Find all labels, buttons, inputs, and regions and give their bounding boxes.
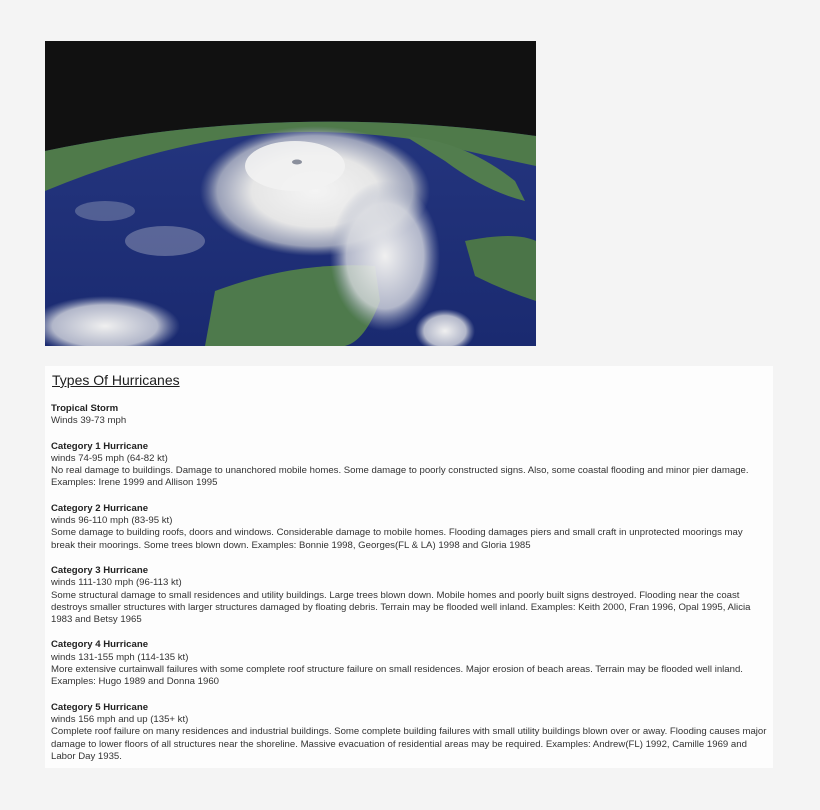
section-tropical-storm xyxy=(51,403,767,428)
article-title: Types Of Hurricanes xyxy=(52,372,180,388)
section-category-1 xyxy=(51,441,767,490)
section-heading: Category 1 Hurricane xyxy=(51,440,149,452)
section-winds: Winds 39-73 mph xyxy=(51,415,127,427)
satellite-earth-graphic xyxy=(45,41,536,346)
section-winds: winds 74-95 mph (64-82 kt) xyxy=(51,452,168,464)
section-heading: Category 3 Hurricane xyxy=(51,564,149,576)
section-category-5 xyxy=(51,702,767,763)
section-description: More extensive curtainwall failures with some complete roof structure failure on small residences. Major erosion of beach areas. Terrain may be flooded well inland. Examples: Hugo 1989 and Donna 1960 xyxy=(51,664,743,688)
section-description: Some structural damage to small residences and utility buildings. Large trees blown down. Mobile homes and poorly built signs destroyed. Flooding near the coast destroys smaller structures with larger structures damaged by floating debris. Terrain may be flooded well inland. Examples: Keith 2000, Fran 1996, Opal 1995, Alicia 1983 and Betsy 1965 xyxy=(51,589,751,626)
section-category-4 xyxy=(51,639,767,688)
section-category-2 xyxy=(51,503,767,552)
section-winds: winds 131-155 mph (114-135 kt) xyxy=(51,651,189,663)
section-description: Complete roof failure on many residences and industrial buildings. Some complete building failures with small utility buildings blown over or away. Flooding causes major damage to lower floors of all structures near the shoreline. Massive evacuation of residential areas may be required. Examples: Andrew(FL) 1992, Camille 1969 and Labor Day 1935. xyxy=(51,726,767,762)
section-winds: winds 111-130 mph (96-113 kt) xyxy=(51,577,182,589)
section-heading: Tropical Storm xyxy=(51,403,119,414)
section-category-3 xyxy=(51,565,767,626)
section-heading: Category 4 Hurricane xyxy=(51,639,149,651)
hurricane-types-panel xyxy=(45,366,773,768)
section-description: Some damage to building roofs, doors and windows. Considerable damage to mobile homes. Flooding damages piers and small craft in unprotected moorings may break their moorings. Some trees blown down. Examples: Bonnie 1998, Georges(FL & LA) 1998 and Gloria 1985 xyxy=(51,527,743,551)
section-heading: Category 2 Hurricane xyxy=(51,502,149,514)
section-winds: winds 156 mph and up (135+ kt) xyxy=(51,713,189,725)
section-heading: Category 5 Hurricane xyxy=(51,701,149,713)
section-description: No real damage to buildings. Damage to unanchored mobile homes. Some damage to poorly constructed signs. Also, some coastal flooding and minor pier damage. Examples: Irene 1999 and Allison 1995 xyxy=(51,465,749,489)
section-winds: winds 96-110 mph (83-95 kt) xyxy=(51,515,173,527)
hurricane-satellite-image xyxy=(45,41,536,346)
